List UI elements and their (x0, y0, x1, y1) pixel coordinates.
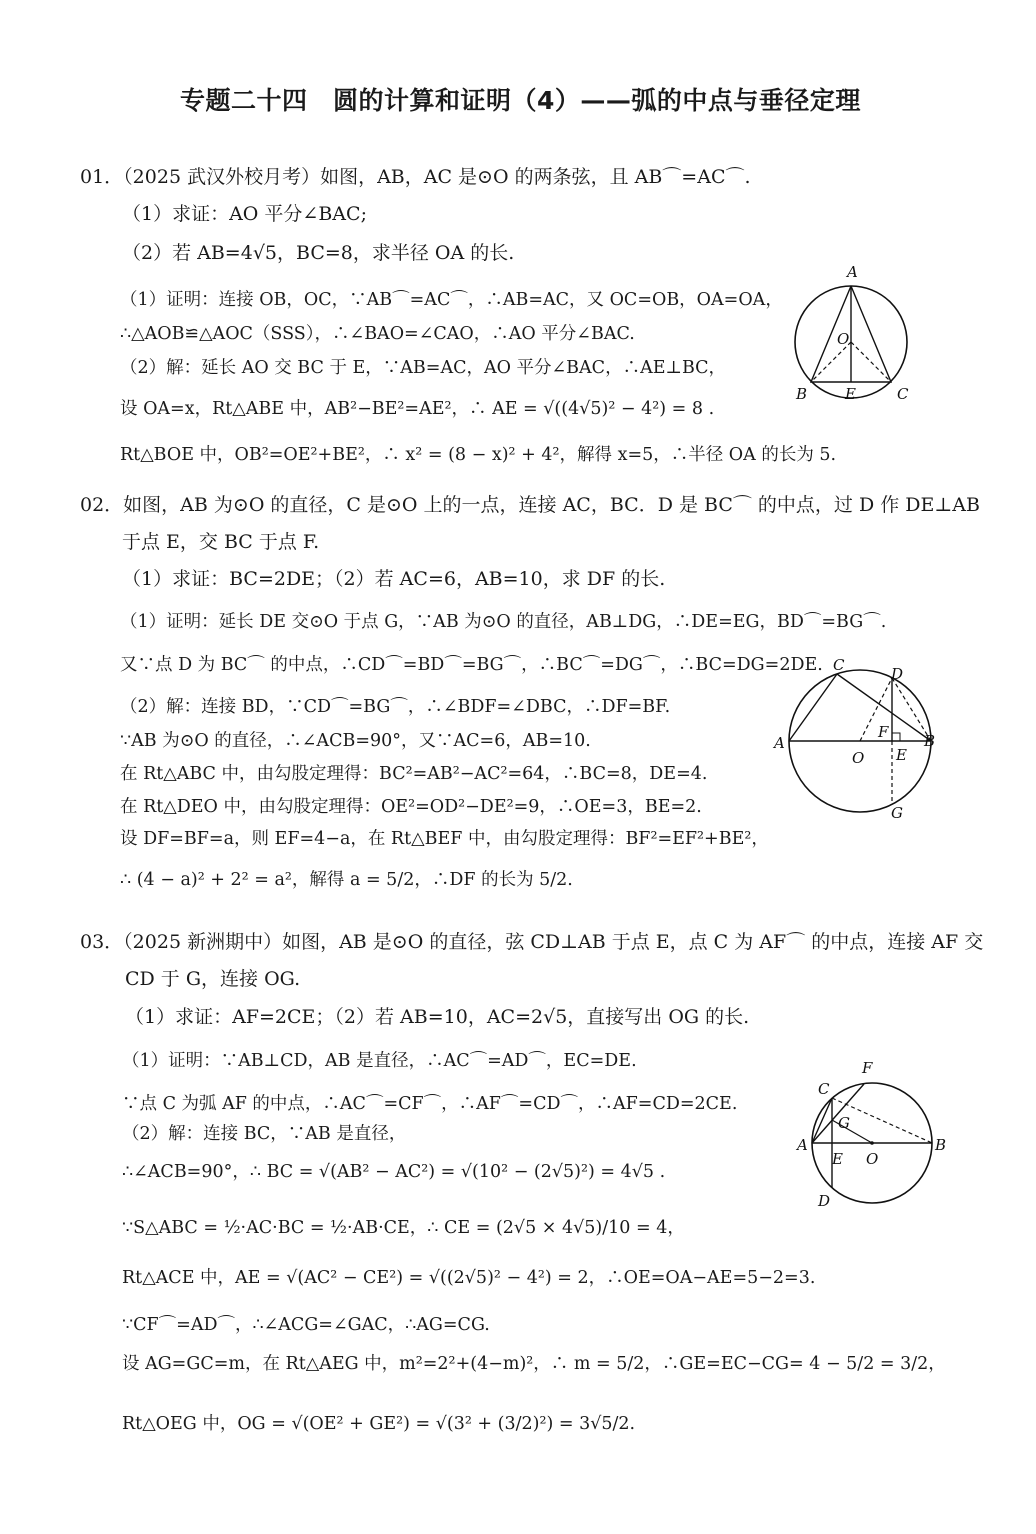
p3-label: G (838, 1114, 850, 1132)
p1-part1: （1）求证：AO 平分∠BAC; (122, 203, 367, 225)
page-title: 专题二十四 圆的计算和证明（4）——弧的中点与垂径定理 (180, 86, 861, 115)
p3-label: O (866, 1150, 879, 1168)
p2-label: C (833, 656, 845, 674)
p2-label: F (878, 723, 889, 741)
p3-answer-line: Rt△ACE 中，AE = √(AC² − CE²) = √((2√5)² − 4²) = 2，∴OE=OA−AE=5−2=3. (122, 1268, 816, 1288)
p3-answer-line: ∵S△ABC = ½·AC·BC = ½·AB·CE，∴ CE = (2√5 × 4√5)/10 = 4， (122, 1218, 685, 1238)
p2-stem: 02．如图，AB 为⊙O 的直径，C 是⊙O 上的一点，连接 AC，BC．D 是 BC⌒ 的中点，过 D 作 DE⊥AB (80, 494, 980, 516)
p1-part2: （2）若 AB=4√5，BC=8，求半径 OA 的长. (122, 242, 515, 264)
p1-answer-line: ∴△AOB≌△AOC（SSS），∴∠BAO=∠CAO，∴AO 平分∠BAC. (120, 324, 635, 344)
p3-answer-line: Rt△OEG 中，OG = √(OE² + GE²) = √(3² + (3/2)²) = 3√5/2. (122, 1414, 636, 1434)
p1-answer-line: （2）解：延长 AO 交 BC 于 E，∵AB=AC，AO 平分∠BAC，∴AE⊥BC， (120, 358, 727, 378)
p3-label: F (862, 1059, 873, 1077)
p2-label: A (774, 734, 785, 752)
p1-label: B (796, 385, 808, 403)
p1-label: C (897, 385, 909, 403)
p3-answer-line: ∴∠ACB=90°，∴ BC = √(AB² − AC²) = √(10² − (2√5)²) = 4√5 . (122, 1162, 666, 1182)
p3-label: C (818, 1080, 830, 1098)
p2-label: E (896, 746, 907, 764)
p3-answer-line: （2）解：连接 BC，∵AB 是直径， (122, 1124, 407, 1144)
p2-answer-line: ∴ (4 − a)² + 2² = a²，解得 a = 5/2，∴DF 的长为 5/2. (120, 870, 573, 890)
p2-stem-cont: 于点 E，交 BC 于点 F. (122, 531, 320, 553)
p1-circle-figure (780, 262, 930, 407)
p1-label: O (837, 330, 850, 348)
p3-answer-line: 设 AG=GC=m，在 Rt△AEG 中，m²=2²+(4−m)²，∴ m = 5/2，∴GE=EC−CG= 4 − 5/2 = 3/2， (122, 1354, 946, 1374)
p3-answer-line: ∵点 C 为弧 AF 的中点，∴AC⌒=CF⌒，∴AF⌒=CD⌒，∴AF=CD=2CE. (122, 1094, 738, 1114)
p2-answer-line: （1）证明：延长 DE 交⊙O 于点 G，∵AB 为⊙O 的直径，AB⊥DG，∴DE=EG，BD⌒=BG⌒. (120, 612, 887, 632)
p1-stem: 01．（2025 武汉外校月考）如图，AB，AC 是⊙O 的两条弦，且 AB⌒=AC⌒. (80, 166, 751, 188)
p2-parts: （1）求证：BC=2DE；（2）若 AC=6，AB=10，求 DF 的长. (122, 568, 666, 590)
p1-answer-line: Rt△BOE 中，OB²=OE²+BE²，∴ x² = (8 − x)² + 4²，解得 x=5，∴半径 OA 的长为 5. (120, 445, 837, 465)
p1-answer-line: （1）证明：连接 OB，OC，∵AB⌒=AC⌒，∴AB=AC，又 OC=OB，OA=OA， (120, 290, 783, 310)
p3-label: E (832, 1150, 843, 1168)
p1-label: E (845, 385, 856, 403)
p2-answer-line: 设 DF=BF=a，则 EF=4−a，在 Rt△BEF 中，由勾股定理得：BF²=EF²+BE²， (120, 829, 769, 849)
p3-circle-figure (788, 1058, 953, 1218)
p2-answer-line: 又∵点 D 为 BC⌒ 的中点，∴CD⌒=BD⌒=BG⌒，∴BC⌒=DG⌒，∴BC=DG=2DE. (120, 655, 823, 675)
p2-label: G (891, 804, 903, 822)
p3-stem: 03．（2025 新洲期中）如图，AB 是⊙O 的直径，弦 CD⊥AB 于点 E，点 C 为 AF⌒ 的中点，连接 AF 交 (80, 931, 984, 953)
p3-label: A (797, 1136, 808, 1154)
p3-answer-line: ∵CF⌒=AD⌒，∴∠ACG=∠GAC，∴AG=CG. (122, 1315, 490, 1335)
p3-label: B (935, 1136, 947, 1154)
p3-label: D (818, 1192, 831, 1210)
p1-answer-line: 设 OA=x，Rt△ABE 中，AB²−BE²=AE²，∴ AE = √((4√5)² − 4²) = 8 . (120, 399, 715, 419)
p3-parts: （1）求证：AF=2CE；（2）若 AB=10，AC=2√5，直接写出 OG 的长. (125, 1006, 750, 1028)
p2-label: B (924, 732, 936, 750)
p3-stem-cont: CD 于 G，连接 OG. (125, 968, 301, 990)
p2-answer-line: 在 Rt△DEO 中，由勾股定理得：OE²=OD²−DE²=9，∴OE=3，BE=2. (120, 797, 702, 817)
p2-label: D (891, 665, 904, 683)
p2-circle-figure (772, 652, 942, 822)
p2-answer-line: （2）解：连接 BD，∵CD⌒=BG⌒，∴∠BDF=∠DBC，∴DF=BF. (120, 697, 671, 717)
p2-answer-line: ∵AB 为⊙O 的直径，∴∠ACB=90°，又∵AC=6，AB=10. (120, 731, 591, 751)
p1-label: A (847, 263, 858, 281)
p3-answer-line: （1）证明：∵AB⊥CD，AB 是直径，∴AC⌒=AD⌒，EC=DE. (122, 1051, 637, 1071)
p2-answer-line: 在 Rt△ABC 中，由勾股定理得：BC²=AB²−AC²=64，∴BC=8，DE=4. (120, 764, 708, 784)
p2-label: O (852, 749, 865, 767)
